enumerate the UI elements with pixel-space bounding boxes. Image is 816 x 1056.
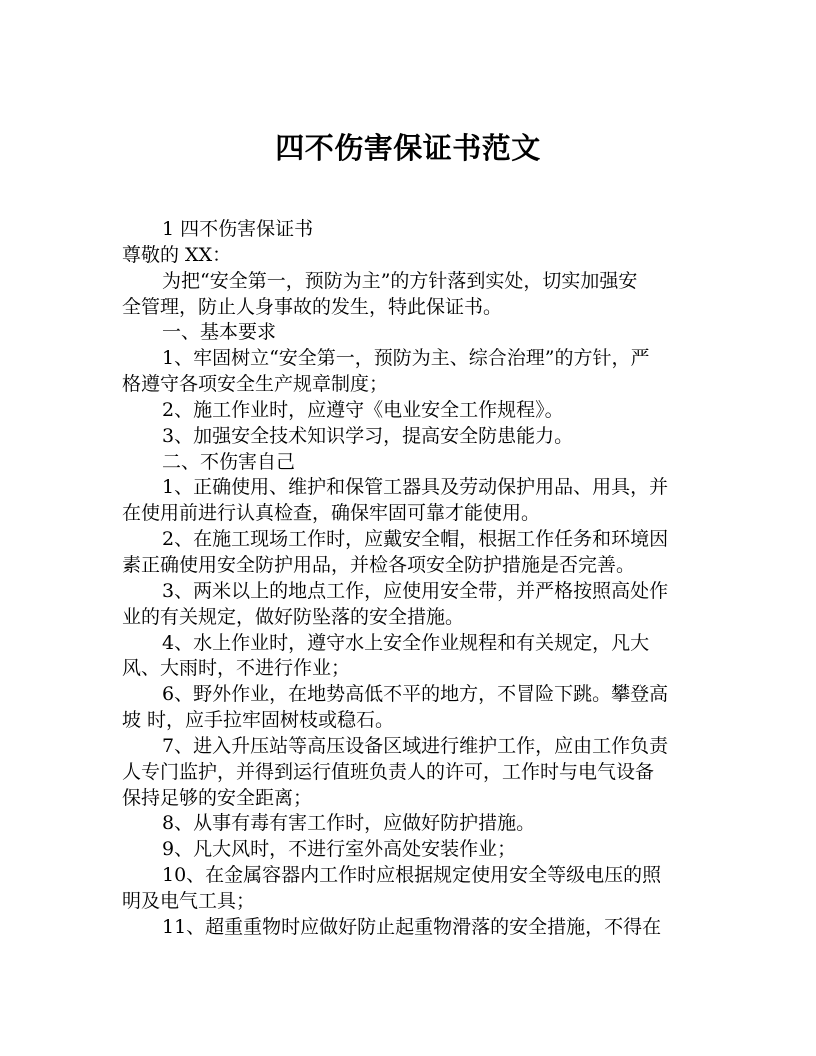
paragraph-line: 一、基本要求 xyxy=(162,321,277,344)
paragraph-line: 9、凡大风时，不进行室外高处安装作业； xyxy=(162,838,517,861)
paragraph-line: 保持足够的安全距离； xyxy=(122,786,313,809)
paragraph-line: 格遵守各项安全生产规章制度； xyxy=(122,373,389,396)
paragraph-line: 7、进入升压站等高压设备区域进行维护工作，应由工作负责 xyxy=(162,734,669,757)
paragraph-line: 2、施工作业时，应遵守《电业安全工作规程》。 xyxy=(162,398,564,421)
paragraph-line: 3、两米以上的地点工作，应使用安全带，并严格按照高处作 xyxy=(162,579,669,602)
paragraph-line: 素正确使用安全防护用品，并检各项安全防护措施是否完善。 xyxy=(122,553,636,576)
paragraph-line: 6、野外作业，在地势高低不平的地方，不冒险下跳。攀登高 xyxy=(162,683,669,706)
paragraph-line: 2、在施工现场工作时，应戴安全帽，根据工作任务和环境因 xyxy=(162,528,669,551)
paragraph-line: 业的有关规定，做好防坠落的安全措施。 xyxy=(122,605,465,628)
paragraph-line: 为把“安全第一，预防为主”的方针落到实处，切实加强安 xyxy=(162,269,638,292)
paragraph-line: 尊敬的 XX： xyxy=(122,243,232,266)
paragraph-line: 4、水上作业时，遵守水上安全作业规程和有关规定，凡大 xyxy=(162,631,650,654)
paragraph-line: 3、加强安全技术知识学习，提高安全防患能力。 xyxy=(162,424,574,447)
paragraph-line: 风、大雨时，不进行作业； xyxy=(122,657,351,680)
document-body xyxy=(122,217,702,941)
paragraph-line: 在使用前进行认真检查，确保牢固可靠才能使用。 xyxy=(122,502,541,525)
paragraph-line: 二、不伤害自己 xyxy=(162,450,296,473)
paragraph-line: 全管理，防止人身事故的发生，特此保证书。 xyxy=(122,295,503,318)
paragraph-line: 8、从事有毒有害工作时，应做好防护措施。 xyxy=(162,812,536,835)
document-title: 四不伤害保证书范文 xyxy=(275,131,541,165)
paragraph-line: 1、正确使用、维护和保管工器具及劳动保护用品、用具，并 xyxy=(162,476,669,499)
paragraph-line: 10、在金属容器内工作时应根据规定使用安全等级电压的照 xyxy=(162,864,662,887)
paragraph-line: 人专门监护，并得到运行值班负责人的许可，工作时与电气设备 xyxy=(122,760,655,783)
paragraph-line: 坡 时，应手拉牢固树枝或稳石。 xyxy=(122,709,395,732)
paragraph-line: 1、牢固树立“安全第一，预防为主、综合治理”的方针，严 xyxy=(162,347,650,370)
paragraph-line: 1 四不伤害保证书 xyxy=(162,218,314,240)
paragraph-line: 11、超重重物时应做好防止起重物滑落的安全措施，不得在 xyxy=(162,915,662,938)
paragraph-line: 明及电气工具； xyxy=(122,889,256,912)
